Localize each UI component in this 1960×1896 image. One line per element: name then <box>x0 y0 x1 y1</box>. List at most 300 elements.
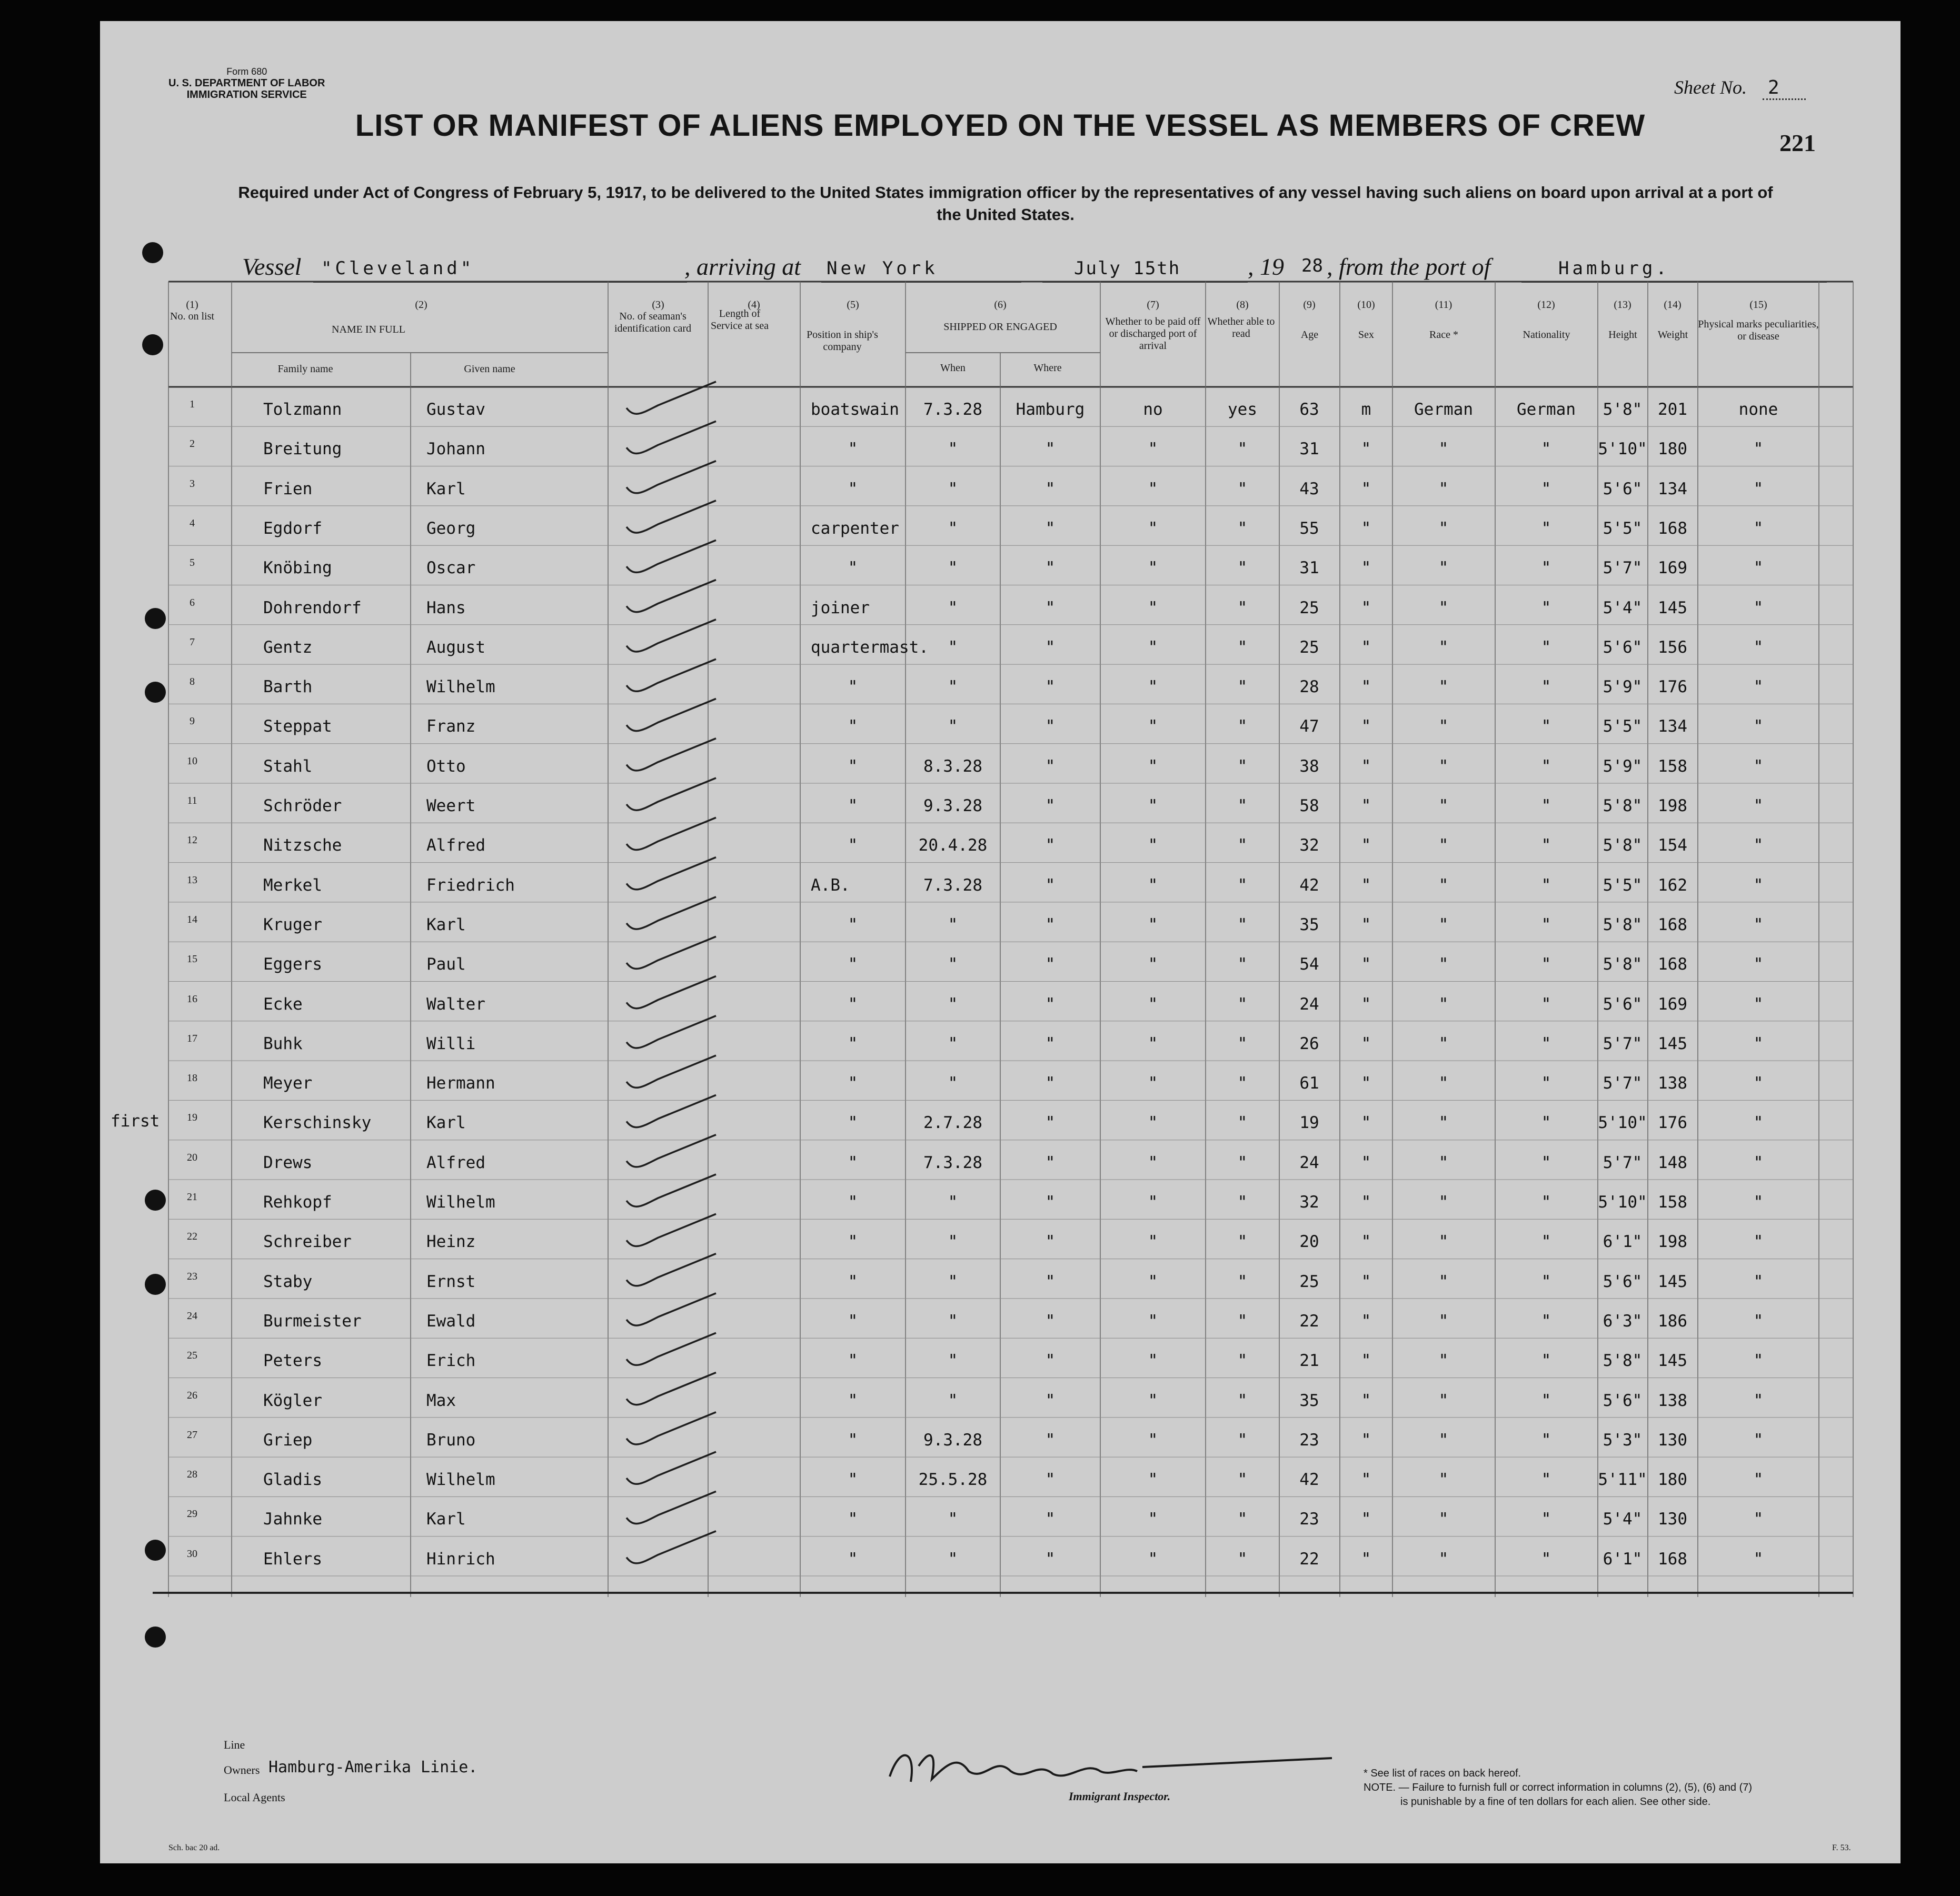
row-marks: " <box>1753 1153 1764 1172</box>
header-paid-off: Whether to be paid off or discharged port of arrival <box>1105 316 1201 352</box>
row-marks: " <box>1753 1113 1764 1133</box>
row-height: 5'5" <box>1603 518 1643 538</box>
row-where: " <box>1045 1391 1056 1410</box>
column-number: (10) <box>1357 299 1375 311</box>
row-paid: " <box>1148 1193 1158 1212</box>
arrival-date: July 15th <box>1074 258 1181 279</box>
from-port-label: , from the port of <box>1327 253 1491 280</box>
checkmark-icon <box>626 1452 716 1484</box>
row-paid: " <box>1148 1470 1158 1490</box>
row-height: 5'4" <box>1603 1510 1643 1529</box>
row-race: German <box>1414 400 1473 419</box>
row-height: 6'1" <box>1603 1549 1643 1569</box>
row-sex: " <box>1361 518 1371 538</box>
row-read: " <box>1237 479 1248 498</box>
row-weight: 138 <box>1658 1074 1687 1093</box>
column-number: (9) <box>1303 299 1316 311</box>
checkmark-icon <box>626 1412 716 1444</box>
row-number: 27 <box>187 1429 197 1441</box>
table-grid <box>100 21 1901 1863</box>
row-when: " <box>948 915 958 934</box>
row-given-name: Otto <box>426 756 466 776</box>
row-when: " <box>948 518 958 538</box>
row-race: " <box>1438 479 1449 498</box>
row-height: 5'4" <box>1603 598 1643 617</box>
row-weight: 168 <box>1658 518 1687 538</box>
row-paid: " <box>1148 1074 1158 1093</box>
row-nat: " <box>1541 1034 1551 1053</box>
row-when: " <box>948 1272 958 1291</box>
row-number: 7 <box>190 636 195 648</box>
row-nat: " <box>1541 1193 1551 1212</box>
row-margin-note: first <box>111 1112 160 1131</box>
row-marks: " <box>1753 1232 1764 1252</box>
row-nat: " <box>1541 1232 1551 1252</box>
row-family-name: Schreiber <box>263 1232 352 1252</box>
row-given-name: Walter <box>426 994 485 1014</box>
row-marks: " <box>1753 915 1764 934</box>
header-nationality: Nationality <box>1523 329 1570 341</box>
checkmark-icon <box>626 897 716 929</box>
row-family-name: Gentz <box>263 637 313 657</box>
row-sex: " <box>1361 637 1371 657</box>
row-height: 5'6" <box>1603 1391 1643 1410</box>
row-number: 19 <box>187 1112 197 1124</box>
row-read: " <box>1237 1391 1248 1410</box>
row-age: 24 <box>1299 994 1319 1014</box>
row-when: " <box>948 677 958 697</box>
checkmark-icon <box>626 1214 716 1246</box>
row-position: " <box>848 1430 858 1450</box>
row-race: " <box>1438 598 1449 617</box>
row-weight: 169 <box>1658 994 1687 1014</box>
row-age: 26 <box>1299 1034 1319 1053</box>
row-where: " <box>1045 440 1056 459</box>
row-age: 43 <box>1299 479 1319 498</box>
row-nat: " <box>1541 1311 1551 1331</box>
row-paid: " <box>1148 875 1158 895</box>
row-when: " <box>948 598 958 617</box>
header-given-name: Given name <box>464 363 515 375</box>
row-family-name: Kerschinsky <box>263 1113 372 1133</box>
row-sex: " <box>1361 479 1371 498</box>
service-name: IMMIGRATION SERVICE <box>186 89 307 101</box>
row-race: " <box>1438 836 1449 855</box>
row-weight: 158 <box>1658 1193 1687 1212</box>
header-able-read: Whether able to read <box>1207 316 1275 340</box>
row-nat: " <box>1541 1470 1551 1490</box>
row-family-name: Gladis <box>263 1470 322 1490</box>
row-where: " <box>1045 1470 1056 1490</box>
row-weight: 176 <box>1658 677 1687 697</box>
row-sex: " <box>1361 1193 1371 1212</box>
row-marks: " <box>1753 1470 1764 1490</box>
row-number: 25 <box>187 1350 197 1362</box>
row-weight: 145 <box>1658 1351 1687 1371</box>
row-weight: 162 <box>1658 875 1687 895</box>
checkmark-icon <box>626 936 716 969</box>
row-nat: " <box>1541 836 1551 855</box>
row-family-name: Steppat <box>263 717 332 736</box>
row-age: 28 <box>1299 677 1319 697</box>
column-number: (13) <box>1614 299 1631 311</box>
row-given-name: Karl <box>426 915 466 934</box>
row-sex: " <box>1361 915 1371 934</box>
row-when: " <box>948 1193 958 1212</box>
row-when: " <box>948 994 958 1014</box>
row-race: " <box>1438 1430 1449 1450</box>
row-where: " <box>1045 1311 1056 1331</box>
row-height: 5'8" <box>1603 915 1643 934</box>
row-age: 22 <box>1299 1549 1319 1569</box>
row-when: " <box>948 1311 958 1331</box>
sheet-number-value: 2 <box>1763 77 1806 100</box>
row-read: " <box>1237 1311 1248 1331</box>
header-shipped-engaged: SHIPPED OR ENGAGED <box>943 321 1057 333</box>
row-height: 5'11" <box>1598 1470 1647 1490</box>
row-marks: " <box>1753 598 1764 617</box>
row-where: " <box>1045 836 1056 855</box>
row-where: " <box>1045 1153 1056 1172</box>
row-number: 28 <box>187 1469 197 1481</box>
row-position: A.B. <box>811 875 850 895</box>
row-where: " <box>1045 1549 1056 1569</box>
row-nat: " <box>1541 955 1551 974</box>
row-family-name: Kruger <box>263 915 322 934</box>
row-marks: " <box>1753 1034 1764 1053</box>
row-read: " <box>1237 598 1248 617</box>
row-height: 5'8" <box>1603 796 1643 815</box>
row-read: " <box>1237 1272 1248 1291</box>
row-sex: " <box>1361 796 1371 815</box>
row-nat: " <box>1541 756 1551 776</box>
row-sex: " <box>1361 598 1371 617</box>
header-position: Position in ship's company <box>807 329 878 353</box>
header-when: When <box>940 362 966 374</box>
row-height: 5'8" <box>1603 1351 1643 1371</box>
row-age: 35 <box>1299 1391 1319 1410</box>
header-seaman-card: No. of seaman's identification card <box>614 311 692 334</box>
arriving-label: , arriving at <box>684 253 801 280</box>
row-when: " <box>948 955 958 974</box>
row-age: 55 <box>1299 518 1319 538</box>
row-sex: " <box>1361 1351 1371 1371</box>
row-paid: " <box>1148 836 1158 855</box>
row-read: " <box>1237 677 1248 697</box>
row-sex: m <box>1361 400 1371 419</box>
punch-hole <box>145 1540 166 1561</box>
row-where: " <box>1045 637 1056 657</box>
row-sex: " <box>1361 1391 1371 1410</box>
row-number: 1 <box>190 398 195 410</box>
row-given-name: Wilhelm <box>426 1470 495 1490</box>
row-position: " <box>848 1193 858 1212</box>
checkmark-icon <box>626 1055 716 1087</box>
row-position: " <box>848 1232 858 1252</box>
row-given-name: Karl <box>426 479 466 498</box>
row-nat: German <box>1517 400 1576 419</box>
row-given-name: Weert <box>426 796 476 815</box>
row-height: 5'8" <box>1603 400 1643 419</box>
row-paid: " <box>1148 717 1158 736</box>
row-given-name: Karl <box>426 1510 466 1529</box>
row-race: " <box>1438 994 1449 1014</box>
row-race: " <box>1438 518 1449 538</box>
row-position: " <box>848 1391 858 1410</box>
row-position: " <box>848 994 858 1014</box>
row-marks: " <box>1753 717 1764 736</box>
row-given-name: Wilhelm <box>426 1193 495 1212</box>
header-sex: Sex <box>1358 329 1374 341</box>
row-given-name: Wilhelm <box>426 677 495 697</box>
column-number: (8) <box>1236 299 1249 311</box>
row-height: 5'6" <box>1603 994 1643 1014</box>
row-marks: " <box>1753 440 1764 459</box>
row-position: boatswain <box>811 400 899 419</box>
row-position: " <box>848 1549 858 1569</box>
row-race: " <box>1438 1549 1449 1569</box>
row-weight: 130 <box>1658 1510 1687 1529</box>
row-given-name: Johann <box>426 440 485 459</box>
row-given-name: Ewald <box>426 1311 476 1331</box>
row-paid: " <box>1148 1272 1158 1291</box>
row-paid: " <box>1148 479 1158 498</box>
row-position: " <box>848 717 858 736</box>
row-family-name: Merkel <box>263 875 322 895</box>
row-weight: 145 <box>1658 1272 1687 1291</box>
row-marks: " <box>1753 1351 1764 1371</box>
row-position: " <box>848 915 858 934</box>
row-weight: 168 <box>1658 915 1687 934</box>
row-given-name: Ernst <box>426 1272 476 1291</box>
row-where: " <box>1045 994 1056 1014</box>
row-where: " <box>1045 1034 1056 1053</box>
row-number: 14 <box>187 913 197 925</box>
row-number: 3 <box>190 477 195 490</box>
row-read: " <box>1237 637 1248 657</box>
row-given-name: Franz <box>426 717 476 736</box>
row-marks: " <box>1753 796 1764 815</box>
row-number: 6 <box>190 596 195 608</box>
checkmark-icon <box>626 778 716 810</box>
row-given-name: Gustav <box>426 400 485 419</box>
row-number: 21 <box>187 1191 197 1203</box>
row-marks: " <box>1753 637 1764 657</box>
local-agents-label: Local Agents <box>224 1791 285 1804</box>
row-height: 5'7" <box>1603 1034 1643 1053</box>
row-race: " <box>1438 1034 1449 1053</box>
row-nat: " <box>1541 994 1551 1014</box>
row-weight: 198 <box>1658 796 1687 815</box>
row-weight: 186 <box>1658 1311 1687 1331</box>
row-where: Hamburg <box>1016 400 1085 419</box>
row-age: 22 <box>1299 1311 1319 1331</box>
row-sex: " <box>1361 1074 1371 1093</box>
row-sex: " <box>1361 756 1371 776</box>
row-marks: " <box>1753 756 1764 776</box>
row-weight: 158 <box>1658 756 1687 776</box>
row-weight: 134 <box>1658 479 1687 498</box>
row-race: " <box>1438 677 1449 697</box>
row-paid: " <box>1148 756 1158 776</box>
row-age: 21 <box>1299 1351 1319 1371</box>
row-weight: 148 <box>1658 1153 1687 1172</box>
column-number: (14) <box>1664 299 1682 311</box>
row-height: 5'6" <box>1603 637 1643 657</box>
row-family-name: Peters <box>263 1351 322 1371</box>
row-number: 5 <box>190 557 195 569</box>
row-read: " <box>1237 717 1248 736</box>
row-race: " <box>1438 1113 1449 1133</box>
row-read: " <box>1237 1074 1248 1093</box>
checkmark-icon <box>626 1095 716 1127</box>
row-sex: " <box>1361 1430 1371 1450</box>
row-number: 16 <box>187 993 197 1005</box>
row-weight: 169 <box>1658 558 1687 578</box>
row-where: " <box>1045 1272 1056 1291</box>
row-weight: 168 <box>1658 955 1687 974</box>
row-when: " <box>948 1391 958 1410</box>
immigrant-inspector-label: Immigrant Inspector. <box>1069 1790 1171 1803</box>
row-read: " <box>1237 518 1248 538</box>
row-race: " <box>1438 440 1449 459</box>
header-race: Race * <box>1429 329 1458 341</box>
row-read: yes <box>1228 400 1257 419</box>
row-read: " <box>1237 440 1248 459</box>
row-nat: " <box>1541 1272 1551 1291</box>
row-age: 25 <box>1299 598 1319 617</box>
row-paid: " <box>1148 598 1158 617</box>
sheet-number-label: Sheet No. <box>1674 77 1747 98</box>
checkmark-icon <box>626 1293 716 1325</box>
row-when: " <box>948 479 958 498</box>
column-number: (5) <box>847 299 859 311</box>
row-height: 5'10" <box>1598 1113 1647 1133</box>
row-number: 24 <box>187 1310 197 1322</box>
checkmark-icon <box>626 501 716 533</box>
row-height: 5'6" <box>1603 1272 1643 1291</box>
row-when: " <box>948 717 958 736</box>
row-weight: 201 <box>1658 400 1687 419</box>
row-when: 7.3.28 <box>923 1153 982 1172</box>
row-position: carpenter <box>811 518 899 538</box>
row-family-name: Burmeister <box>263 1311 362 1331</box>
column-number: (6) <box>994 299 1007 311</box>
row-age: 32 <box>1299 836 1319 855</box>
row-height: 5'8" <box>1603 955 1643 974</box>
row-paid: " <box>1148 518 1158 538</box>
row-family-name: Frien <box>263 479 313 498</box>
row-where: " <box>1045 875 1056 895</box>
row-paid: " <box>1148 677 1158 697</box>
row-race: " <box>1438 915 1449 934</box>
row-age: 23 <box>1299 1510 1319 1529</box>
row-marks: " <box>1753 1311 1764 1331</box>
row-nat: " <box>1541 915 1551 934</box>
row-given-name: Heinz <box>426 1232 476 1252</box>
row-read: " <box>1237 558 1248 578</box>
row-family-name: Jahnke <box>263 1510 322 1529</box>
column-number: (12) <box>1537 299 1555 311</box>
row-paid: " <box>1148 796 1158 815</box>
row-family-name: Stahl <box>263 756 313 776</box>
row-where: " <box>1045 1351 1056 1371</box>
column-number: (11) <box>1435 299 1452 311</box>
row-height: 5'9" <box>1603 756 1643 776</box>
row-age: 38 <box>1299 756 1319 776</box>
note-races: * See list of races on back hereof. <box>1364 1768 1521 1779</box>
row-race: " <box>1438 558 1449 578</box>
row-given-name: Paul <box>426 955 466 974</box>
row-position: " <box>848 1034 858 1053</box>
page-number: 221 <box>1779 129 1816 156</box>
checkmark-icon <box>626 620 716 652</box>
row-age: 23 <box>1299 1430 1319 1450</box>
row-height: 5'10" <box>1598 440 1647 459</box>
row-nat: " <box>1541 479 1551 498</box>
row-race: " <box>1438 756 1449 776</box>
row-height: 6'1" <box>1603 1232 1643 1252</box>
note-fine: is punishable by a fine of ten dollars for each alien. See other side. <box>1400 1796 1711 1808</box>
row-nat: " <box>1541 1549 1551 1569</box>
row-given-name: Alfred <box>426 836 485 855</box>
checkmark-icon <box>626 1016 716 1048</box>
row-family-name: Breitung <box>263 440 342 459</box>
row-number: 9 <box>190 715 195 727</box>
row-age: 35 <box>1299 915 1319 934</box>
row-sex: " <box>1361 1549 1371 1569</box>
row-height: 5'3" <box>1603 1430 1643 1450</box>
row-marks: " <box>1753 1074 1764 1093</box>
row-given-name: Max <box>426 1391 456 1410</box>
row-nat: " <box>1541 677 1551 697</box>
row-when: 9.3.28 <box>923 1430 982 1450</box>
checkmark-icon <box>626 1254 716 1286</box>
row-sex: " <box>1361 1510 1371 1529</box>
row-read: " <box>1237 1549 1248 1569</box>
header-length-service: Length of Service at sea <box>711 308 769 332</box>
row-sex: " <box>1361 1470 1371 1490</box>
row-family-name: Ecke <box>263 994 303 1014</box>
checkmark-icon <box>626 580 716 612</box>
year-prefix: , 19 <box>1248 253 1284 280</box>
row-number: 29 <box>187 1508 197 1520</box>
schedule-code: Sch. bac 20 ad. <box>168 1843 220 1852</box>
row-number: 8 <box>190 676 195 688</box>
row-race: " <box>1438 1272 1449 1291</box>
row-race: " <box>1438 1232 1449 1252</box>
row-weight: 145 <box>1658 598 1687 617</box>
row-read: " <box>1237 1193 1248 1212</box>
row-paid: " <box>1148 915 1158 934</box>
row-family-name: Tolzmann <box>263 400 342 419</box>
form-code: F. 53. <box>1832 1843 1851 1852</box>
row-read: " <box>1237 875 1248 895</box>
row-nat: " <box>1541 637 1551 657</box>
checkmark-icon <box>626 739 716 771</box>
header-no-on-list: No. on list <box>170 311 214 322</box>
row-given-name: Oscar <box>426 558 476 578</box>
row-family-name: Meyer <box>263 1074 313 1093</box>
row-nat: " <box>1541 598 1551 617</box>
row-where: " <box>1045 558 1056 578</box>
row-when: " <box>948 637 958 657</box>
document-subtitle: Required under Act of Congress of February 5, 1917, to be delivered to the United States immigration officer by the representatives of any vessel having such aliens on board upon arrival at a port of the United States. <box>238 183 1773 224</box>
row-marks: " <box>1753 1510 1764 1529</box>
row-when: " <box>948 1510 958 1529</box>
row-number: 15 <box>187 953 197 965</box>
row-sex: " <box>1361 1113 1371 1133</box>
